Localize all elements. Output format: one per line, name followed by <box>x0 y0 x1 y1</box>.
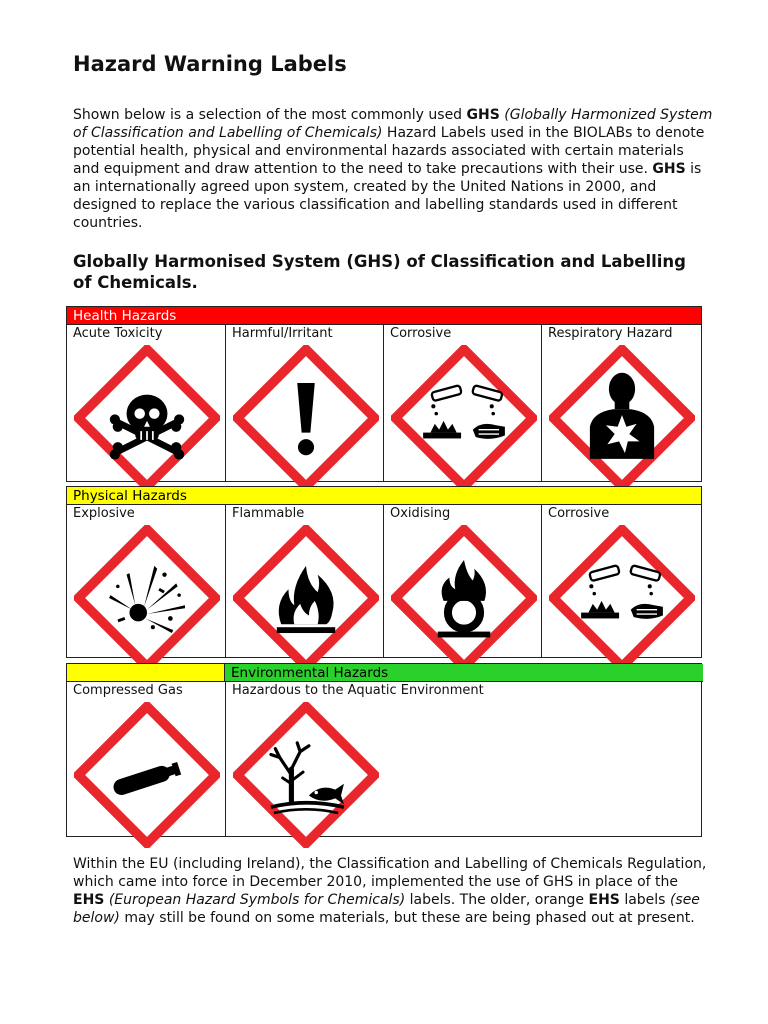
hazard-label: Compressed Gas <box>73 683 183 698</box>
hazard-label: Hazardous to the Aquatic Environment <box>232 683 484 698</box>
exploding-bomb-icon <box>74 525 220 671</box>
hazard-label: Acute Toxicity <box>73 326 163 341</box>
hazard-label: Corrosive <box>548 506 610 521</box>
hazard-cell-harmful-irritant <box>225 325 383 481</box>
hazard-cell-compressed-gas <box>67 682 225 836</box>
exclamation-icon <box>233 345 379 491</box>
hazard-label: Harmful/Irritant <box>232 326 333 341</box>
health-hazards-header: Health Hazards <box>67 307 701 325</box>
hazard-cell-oxidising <box>383 505 541 657</box>
environmental-hazards-header: Environmental Hazards <box>225 664 703 682</box>
physical-hazards-table <box>66 486 702 658</box>
hazard-label: Oxidising <box>390 506 451 521</box>
hazard-label: Flammable <box>232 506 305 521</box>
hazard-cell-corrosive <box>541 505 703 657</box>
environmental-hazards-table <box>66 663 702 837</box>
hazard-cell-aquatic-environment <box>225 682 484 836</box>
outro-paragraph: Within the EU (including Ireland), the Classification and Labelling of Chemicals Regulation, which came into force in December 2010, implemented the use of GHS in place of the EHS (European Hazard Symbols for Chemicals) labels. The older, orange EHS labels (see below) may still be found on some materials, but these are being phased out at present. <box>73 856 707 926</box>
hazard-label: Respiratory Hazard <box>548 326 673 341</box>
environment-icon <box>233 702 379 848</box>
environmental-header-yellow-segment <box>67 664 225 682</box>
health-hazards-table <box>66 306 702 482</box>
hazard-cell-flammable <box>225 505 383 657</box>
flame-icon <box>233 525 379 671</box>
page-title: Hazard Warning Labels <box>73 52 347 76</box>
health-hazard-icon <box>549 345 695 491</box>
physical-hazards-header: Physical Hazards <box>67 487 701 505</box>
intro-paragraph: Shown below is a selection of the most commonly used GHS (Globally Harmonized System of Classification and Labelling of Chemicals) Hazard Labels used in the BIOLABs to denote potential health, physical and environmental hazards associated with certain materials and equipment and draw attention to the need to take precautions with their use. GHS is an internationally agreed upon system, created by the United Nations in 2000, and designed to replace the various classification and labelling standards used in different countries. <box>73 107 713 231</box>
hazard-cell-corrosive <box>383 325 541 481</box>
hazard-label: Corrosive <box>390 326 452 341</box>
skull-crossbones-icon <box>74 345 220 491</box>
corrosion-icon <box>549 525 695 671</box>
section-heading: Globally Harmonised System (GHS) of Classification and Labelling of Chemicals. <box>73 252 686 292</box>
flame-over-circle-icon <box>391 525 537 671</box>
hazard-cell-explosive <box>67 505 225 657</box>
hazard-label: Explosive <box>73 506 135 521</box>
hazard-cell-respiratory-hazard <box>541 325 703 481</box>
hazard-cell-acute-toxicity <box>67 325 225 481</box>
gas-cylinder-icon <box>74 702 220 848</box>
corrosion-icon <box>391 345 537 491</box>
